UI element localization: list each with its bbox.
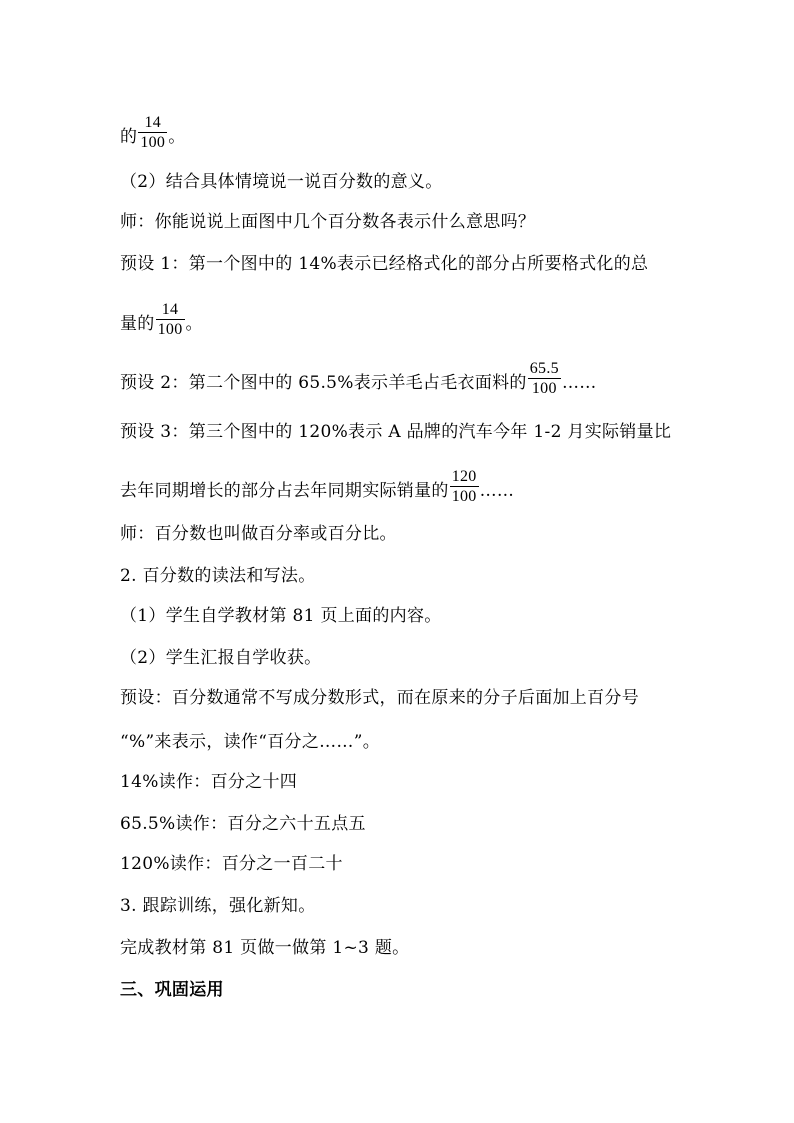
text: ……: [561, 373, 597, 393]
text: 去年同期增长的部分占去年同期实际销量的: [120, 481, 449, 501]
line-7: 预设 3：第三个图中的 120%表示 A 品牌的汽车今年 1-2 月实际销量比: [120, 422, 672, 442]
fraction-denominator: 100: [531, 380, 557, 397]
fraction-denominator: 100: [140, 134, 166, 151]
text: 的: [120, 127, 138, 147]
line-18: 3. 跟踪训练，强化新知。: [120, 896, 316, 916]
line-10: 2. 百分数的读法和写法。: [120, 566, 316, 586]
line-1: [120, 114, 186, 157]
line-19: 完成教材第 81 页做一做第 1~3 题。: [120, 938, 410, 958]
line-6: [120, 360, 597, 403]
line-17: 120%读作：百分之一百二十: [120, 854, 343, 874]
line-3: 师：你能说说上面图中几个百分数各表示什么意思吗？: [120, 212, 536, 232]
line-2: （2）结合具体情境说一说百分数的意义。: [120, 172, 443, 192]
line-5: [120, 301, 203, 344]
fraction: [528, 359, 561, 398]
fraction-denominator: 100: [157, 321, 183, 338]
fraction: [156, 300, 185, 339]
line-15: 14%读作：百分之十四: [120, 772, 298, 792]
line-13: 预设：百分数通常不写成分数形式，而在原来的分子后面加上百分号: [120, 688, 639, 708]
line-11: （1）学生自学教材第 81 页上面的内容。: [120, 606, 442, 626]
fraction: [450, 467, 479, 506]
text: 预设 2：第二个图中的 65.5%表示羊毛占毛衣面料的: [120, 373, 527, 393]
fraction-numerator: 120: [451, 468, 477, 485]
text: ……: [479, 481, 515, 501]
text: 。: [185, 314, 203, 334]
text: 。: [168, 127, 186, 147]
fraction-numerator: 14: [138, 113, 167, 133]
text: 量的: [120, 314, 155, 334]
fraction-numerator: 14: [156, 300, 185, 320]
line-8: [120, 468, 515, 511]
fraction: [138, 113, 167, 152]
section-heading: 三、巩固运用: [120, 980, 224, 1000]
fraction-numerator: 65.5: [529, 360, 559, 377]
line-12: （2）学生汇报自学收获。: [120, 648, 322, 668]
line-16: 65.5%读作：百分之六十五点五: [120, 814, 366, 834]
line-14: “%”来表示，读作“百分之……”。: [120, 732, 381, 752]
fraction-denominator: 100: [451, 488, 477, 505]
line-9: 师：百分数也叫做百分率或百分比。: [120, 524, 397, 544]
line-4: 预设 1：第一个图中的 14%表示已经格式化的部分占所要格式化的总: [120, 254, 649, 274]
